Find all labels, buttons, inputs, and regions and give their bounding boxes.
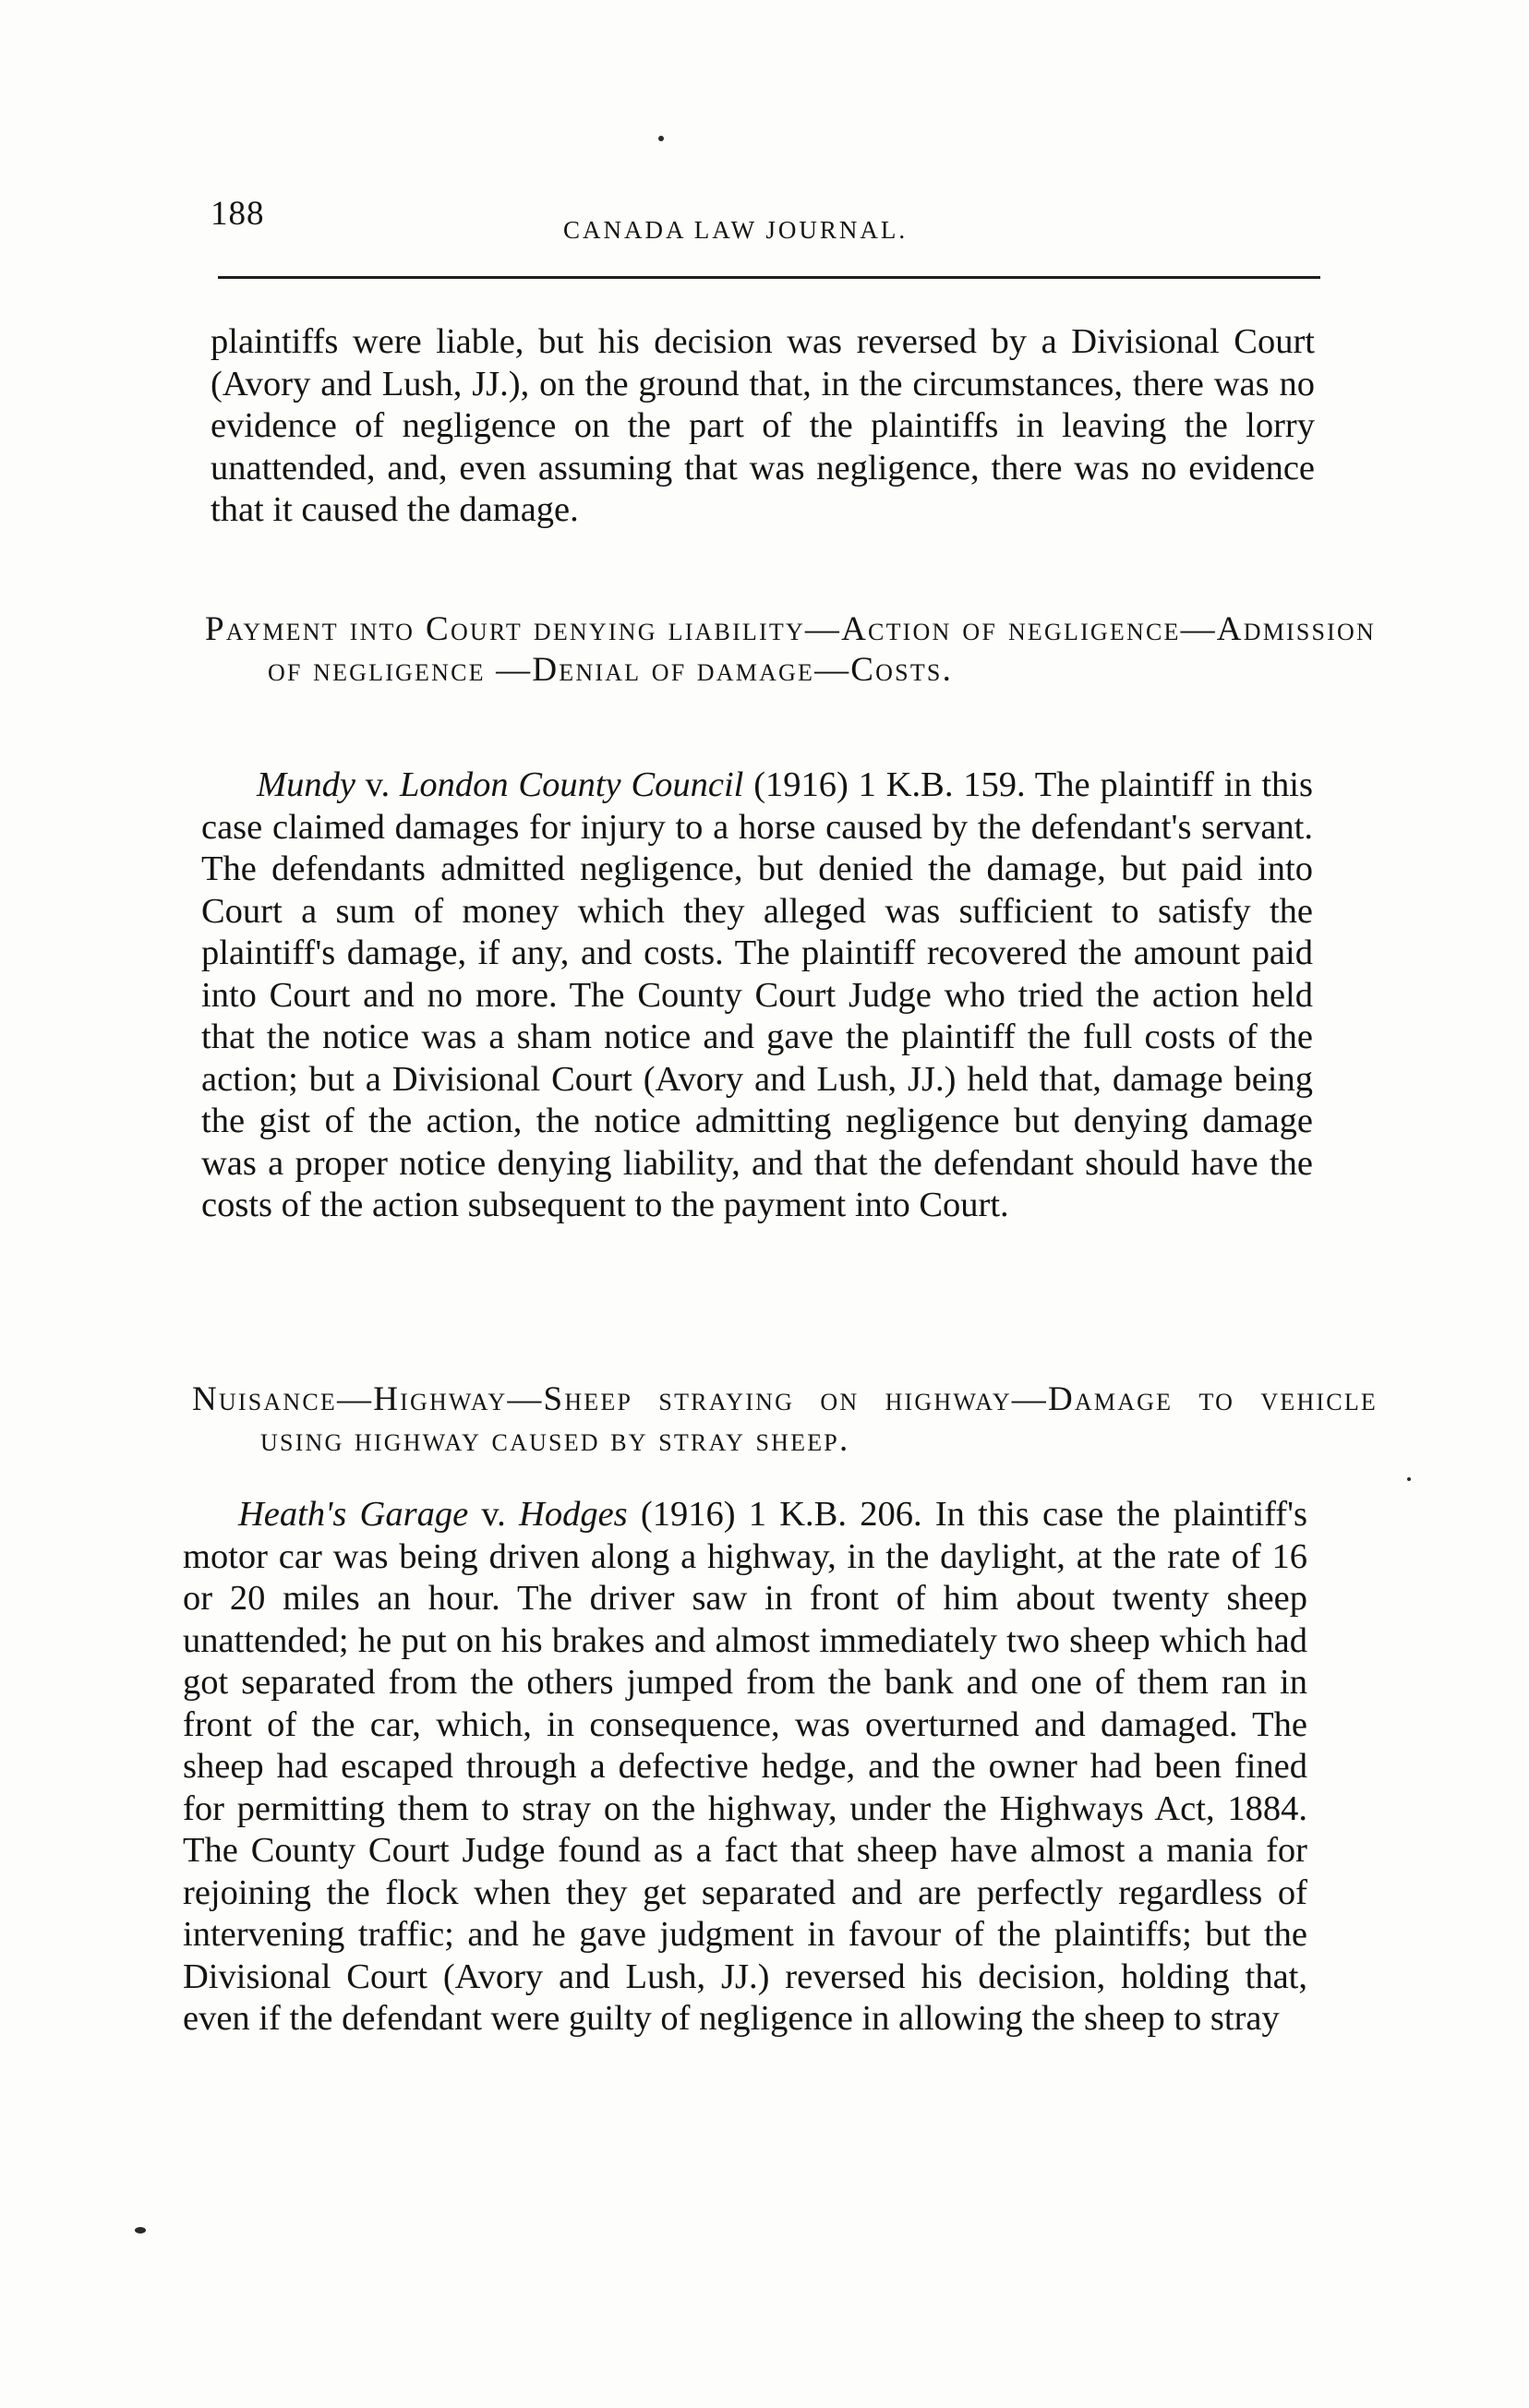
case-citation: (1916) 1 K.B. 159.: [743, 765, 1035, 804]
case-paragraph-mundy: [201, 765, 1313, 1227]
page-number: 188: [211, 195, 265, 233]
scan-speck: [1407, 1477, 1411, 1481]
case-name: Mundy: [257, 765, 355, 804]
case-party: London County Council: [399, 765, 744, 804]
case-text: In this case the plaintiff's motor car was being driven along a highway, in the daylight, at the rate of 16 or 20 miles an hour. The driver saw in front of him about twenty sheep unattended; he put on his brakes and almost immediately two sheep which had got separated from the others jumped from the bank and one of them ran in front of the car, which, in consequence, was overturned and damaged. The sheep had escaped through a defective hedge, and the owner had been fined for permitting them to stray on the highway, under the Highways Act, 1884. The County Court Judge found as a fact that sheep have almost a mania for rejoining the flock when they get separated and are perfectly regardless of intervening traffic; and he gave judgment in favour of the plaintiffs; but the Divisional Court (Avory and Lush, JJ.) reversed his decision, holding that, even if the defendant were guilty of negligence in allowing the sheep to stray: [183, 1495, 1308, 2038]
running-title: CANADA LAW JOURNAL.: [563, 216, 909, 244]
section-heading-payment-into-court: Payment into Court denying liability—Action of negligence—Admission of negligence —Denial of damage—Costs.: [205, 610, 1376, 689]
case-party: Hodges: [519, 1495, 628, 1534]
scan-speck: [135, 2227, 146, 2233]
case-text: The plaintiff in this case claimed damages for injury to a horse caused by the defendant's servant. The defendants admitted negligence, but denied the damage, but paid into Court a sum of money which they alleged was sufficient to satisfy the plaintiff's damage, if any, and costs. The plaintiff recovered the amount paid into Court and no more. The County Court Judge who tried the action held that the notice was a sham notice and gave the plaintiff the full costs of the action; but a Divisional Court (Avory and Lush, JJ.) held that, damage being the gist of the action, the notice admitting negligence but denying damage was a proper notice denying liability, and that the defendant should have the costs of the action subsequent to the payment into Court.: [201, 765, 1313, 1224]
case-name: Heath's Garage: [238, 1495, 469, 1534]
header-rule: [218, 276, 1320, 279]
case-versus: v.: [468, 1495, 520, 1534]
case-versus: v.: [355, 765, 400, 804]
section-heading-nuisance-highway: Nuisance—Highway—Sheep straying on highway—Damage to vehicle using highway caused by stray sheep.: [192, 1380, 1378, 1459]
page-header: [211, 194, 1318, 249]
case-paragraph-heaths-garage: [183, 1494, 1307, 2041]
continued-paragraph: plaintiffs were liable, but his decision was reversed by a Divisional Court (Avory and Lush, JJ.), on the ground that, in the circumstances, there was no evidence of negligence on the part of the plaintiffs in leaving the lorry unattended, and, even assuming that was negligence, there was no evidence that it caused the damage.: [211, 322, 1315, 529]
case-citation: (1916) 1 K.B. 206.: [627, 1495, 935, 1534]
scan-speck: [658, 136, 664, 141]
